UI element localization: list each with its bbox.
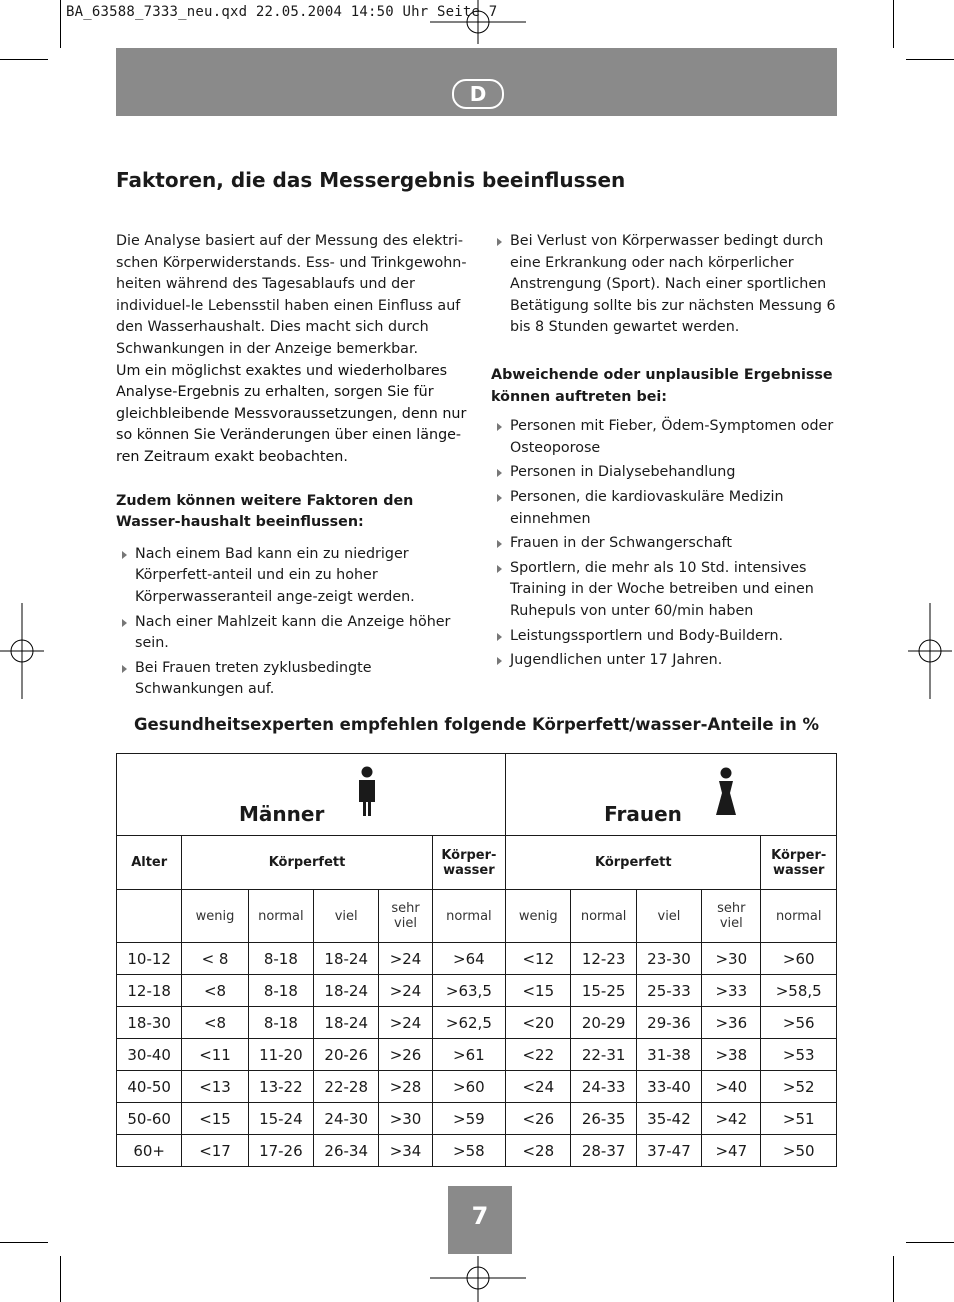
table-cell: <28 bbox=[506, 1135, 571, 1167]
men-water-header: Körper-wasser bbox=[432, 836, 505, 890]
gender-header-row bbox=[117, 754, 837, 836]
sub-header: sehr viel bbox=[379, 890, 432, 943]
left-column bbox=[116, 231, 468, 704]
right-subhead: Abweichende oder unplausible Ergebnisse können auftreten bei: bbox=[491, 366, 833, 405]
table-cell: 15-25 bbox=[571, 975, 636, 1007]
table-cell: 24-30 bbox=[314, 1103, 379, 1135]
list-item: Nach einer Mahlzeit kann die Anzeige höher sein. bbox=[116, 612, 468, 655]
table-cell: 18-24 bbox=[314, 975, 379, 1007]
sub-header: wenig bbox=[182, 890, 248, 943]
table-title: Gesundheitsexperten empfehlen folgende Körperfett/wasser-Anteile in % bbox=[133, 715, 819, 734]
print-slug: BA_63588_7333_neu.qxd 22.05.2004 14:50 Uhr Seite 7 bbox=[66, 4, 498, 20]
table-cell: <24 bbox=[506, 1071, 571, 1103]
table-cell: >58 bbox=[432, 1135, 505, 1167]
table-cell: 8-18 bbox=[248, 975, 313, 1007]
table-row bbox=[117, 943, 837, 975]
table-cell: <15 bbox=[182, 1103, 248, 1135]
women-label: Frauen bbox=[604, 802, 682, 826]
table-cell: 26-35 bbox=[571, 1103, 636, 1135]
page-number: 7 bbox=[448, 1186, 512, 1254]
age-cell: 50-60 bbox=[117, 1103, 182, 1135]
table-cell: 37-47 bbox=[636, 1135, 701, 1167]
list-item: Leistungssportlern und Body-Buildern. bbox=[491, 626, 837, 648]
crop-mark bbox=[906, 1242, 954, 1243]
male-figure-icon bbox=[357, 766, 377, 818]
table-cell: 29-36 bbox=[636, 1007, 701, 1039]
table-cell: 33-40 bbox=[636, 1071, 701, 1103]
table-cell: >42 bbox=[702, 1103, 761, 1135]
age-cell: 18-30 bbox=[117, 1007, 182, 1039]
age-cell: 60+ bbox=[117, 1135, 182, 1167]
right-condition-list bbox=[491, 416, 837, 672]
table-cell: <11 bbox=[182, 1039, 248, 1071]
table-cell: >50 bbox=[761, 1135, 837, 1167]
table-cell: <26 bbox=[506, 1103, 571, 1135]
table-cell: >24 bbox=[379, 1007, 432, 1039]
table-cell: <8 bbox=[182, 975, 248, 1007]
sub-header: normal bbox=[432, 890, 505, 943]
page-title: Faktoren, die das Messergebnis beeinflussen bbox=[116, 168, 626, 192]
list-item: Bei Frauen treten zyklusbedingte Schwankungen auf. bbox=[116, 658, 468, 701]
women-bodyfat-header: Körperfett bbox=[506, 836, 761, 890]
table-cell: 18-24 bbox=[314, 943, 379, 975]
table-cell: >24 bbox=[379, 975, 432, 1007]
table-cell: 11-20 bbox=[248, 1039, 313, 1071]
table-cell: >61 bbox=[432, 1039, 505, 1071]
sub-header: normal bbox=[761, 890, 837, 943]
language-badge: D bbox=[452, 79, 504, 109]
table-cell: <17 bbox=[182, 1135, 248, 1167]
age-cell: 40-50 bbox=[117, 1071, 182, 1103]
men-bodyfat-header: Körperfett bbox=[182, 836, 432, 890]
women-water-header: Körper-wasser bbox=[761, 836, 837, 890]
list-item: Jugendlichen unter 17 Jahren. bbox=[491, 650, 837, 672]
table-cell: 23-30 bbox=[636, 943, 701, 975]
table-cell: >47 bbox=[702, 1135, 761, 1167]
registration-mark-bottom bbox=[430, 1256, 526, 1302]
crop-mark bbox=[0, 1242, 48, 1243]
table-row bbox=[117, 1039, 837, 1071]
table-cell: >52 bbox=[761, 1071, 837, 1103]
table-cell: >56 bbox=[761, 1007, 837, 1039]
table-cell: >40 bbox=[702, 1071, 761, 1103]
table-cell: >33 bbox=[702, 975, 761, 1007]
table-cell: 20-26 bbox=[314, 1039, 379, 1071]
left-factor-list bbox=[116, 544, 468, 701]
table-cell: >64 bbox=[432, 943, 505, 975]
column-header-row bbox=[117, 836, 837, 890]
sub-header: viel bbox=[636, 890, 701, 943]
table-row bbox=[117, 1007, 837, 1039]
table-cell: 17-26 bbox=[248, 1135, 313, 1167]
table-cell: 24-33 bbox=[571, 1071, 636, 1103]
table-cell: >30 bbox=[702, 943, 761, 975]
table-cell: <15 bbox=[506, 975, 571, 1007]
table-row bbox=[117, 975, 837, 1007]
crop-mark bbox=[60, 0, 61, 48]
subheader-row bbox=[117, 890, 837, 943]
table-cell: >34 bbox=[379, 1135, 432, 1167]
list-item: Personen, die kardiovaskuläre Medizin einnehmen bbox=[491, 487, 837, 530]
table-cell: >28 bbox=[379, 1071, 432, 1103]
table-cell: >59 bbox=[432, 1103, 505, 1135]
sub-header: wenig bbox=[506, 890, 571, 943]
table-cell: 28-37 bbox=[571, 1135, 636, 1167]
table-cell: <20 bbox=[506, 1007, 571, 1039]
table-cell: 22-31 bbox=[571, 1039, 636, 1071]
table-cell: 13-22 bbox=[248, 1071, 313, 1103]
list-item: Personen in Dialysebehandlung bbox=[491, 462, 837, 484]
table-cell: 22-28 bbox=[314, 1071, 379, 1103]
table-cell: >36 bbox=[702, 1007, 761, 1039]
sub-header: normal bbox=[571, 890, 636, 943]
table-cell: 18-24 bbox=[314, 1007, 379, 1039]
table-cell: 15-24 bbox=[248, 1103, 313, 1135]
table-cell: < 8 bbox=[182, 943, 248, 975]
table-cell: >24 bbox=[379, 943, 432, 975]
crop-mark bbox=[893, 0, 894, 48]
table-cell: <12 bbox=[506, 943, 571, 975]
table-row bbox=[117, 1135, 837, 1167]
age-cell: 10-12 bbox=[117, 943, 182, 975]
sub-header: sehr viel bbox=[702, 890, 761, 943]
female-figure-icon bbox=[715, 767, 737, 817]
sub-header: normal bbox=[248, 890, 313, 943]
table-cell: >58,5 bbox=[761, 975, 837, 1007]
crop-mark bbox=[893, 1256, 894, 1302]
list-item: Sportlern, die mehr als 10 Std. intensives Training in der Woche betreiben und einen Ruhepuls von unter 60/min haben bbox=[491, 558, 837, 623]
table-cell: 8-18 bbox=[248, 1007, 313, 1039]
table-cell: <13 bbox=[182, 1071, 248, 1103]
table-cell: 8-18 bbox=[248, 943, 313, 975]
age-cell: 30-40 bbox=[117, 1039, 182, 1071]
table-cell: >60 bbox=[761, 943, 837, 975]
table-cell: 25-33 bbox=[636, 975, 701, 1007]
left-subhead: Zudem können weitere Faktoren den Wasser-haushalt beeinflussen: bbox=[116, 492, 414, 531]
women-header bbox=[506, 754, 837, 836]
crop-mark bbox=[906, 59, 954, 60]
table-cell: >53 bbox=[761, 1039, 837, 1071]
empty-cell bbox=[117, 890, 182, 943]
age-cell: 12-18 bbox=[117, 975, 182, 1007]
age-header: Alter bbox=[117, 836, 182, 890]
table-cell: 35-42 bbox=[636, 1103, 701, 1135]
table-cell: <22 bbox=[506, 1039, 571, 1071]
table-cell: >62,5 bbox=[432, 1007, 505, 1039]
sub-header: viel bbox=[314, 890, 379, 943]
table-row bbox=[117, 1103, 837, 1135]
men-label: Männer bbox=[239, 802, 325, 826]
table-cell: >63,5 bbox=[432, 975, 505, 1007]
crop-mark bbox=[0, 59, 48, 60]
right-first-list bbox=[491, 231, 837, 339]
table-cell: 31-38 bbox=[636, 1039, 701, 1071]
table-cell: 20-29 bbox=[571, 1007, 636, 1039]
table-cell: >30 bbox=[379, 1103, 432, 1135]
crop-mark bbox=[60, 1256, 61, 1302]
men-header bbox=[117, 754, 506, 836]
table-row bbox=[117, 1071, 837, 1103]
registration-mark-right bbox=[908, 603, 952, 699]
list-item: Personen mit Fieber, Ödem-Symptomen oder Osteoporose bbox=[491, 416, 837, 459]
table-cell: >51 bbox=[761, 1103, 837, 1135]
table-cell: 26-34 bbox=[314, 1135, 379, 1167]
registration-mark-left bbox=[0, 603, 44, 699]
table-cell: >26 bbox=[379, 1039, 432, 1071]
list-item: Bei Verlust von Körperwasser bedingt durch eine Erkrankung oder nach körperlicher Anstrengung (Sport). Nach einer sportlichen Betätigung sollte bis zur nächsten Messung 6 bis 8 Stunden gewartet werden. bbox=[491, 231, 837, 339]
right-column bbox=[491, 231, 837, 675]
table-body bbox=[117, 943, 837, 1167]
body-composition-table bbox=[116, 753, 837, 1167]
intro-paragraph: Die Analyse basiert auf der Messung des elektri-schen Körperwiderstands. Ess- und Trinkgewohn-heiten während des Tagesablaufs und der individuel-le Lebensstil haben einen Einfluss auf den Wasserhaushalt. Dies macht sich durch Schwankungen in der Anzeige bemerkbar. bbox=[116, 233, 467, 357]
intro-bold-paragraph: Um ein möglichst exaktes und wiederholbares Analyse-Ergebnis zu erhalten, sorgen Sie für gleichbleibende Messvoraussetzungen, denn nur so können Sie Veränderungen über einen länge-ren Zeitraum exakt beobachten. bbox=[116, 362, 467, 465]
table-cell: <8 bbox=[182, 1007, 248, 1039]
list-item: Nach einem Bad kann ein zu niedriger Körperfett-anteil und ein zu hoher Körperwasseranteil ange-zeigt werden. bbox=[116, 544, 468, 609]
table-cell: >60 bbox=[432, 1071, 505, 1103]
table-cell: >38 bbox=[702, 1039, 761, 1071]
table-cell: 12-23 bbox=[571, 943, 636, 975]
list-item: Frauen in der Schwangerschaft bbox=[491, 533, 837, 555]
